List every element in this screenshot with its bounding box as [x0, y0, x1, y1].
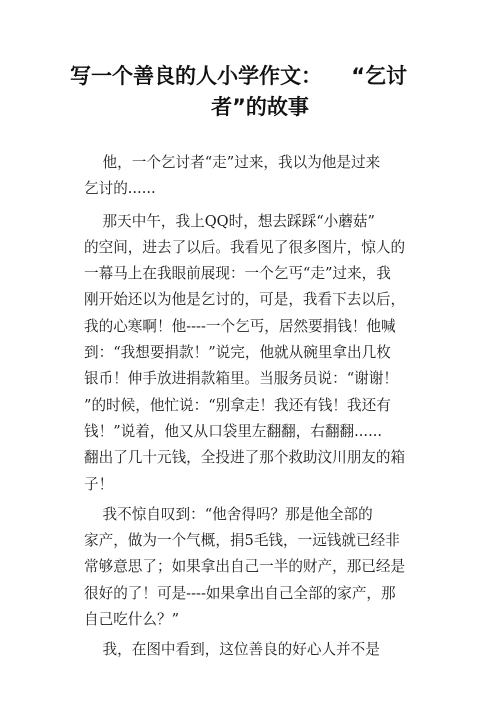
- paragraph-line: 常够意思了；如果拿出自己一半的财产，那已经是: [84, 558, 406, 576]
- paragraph-line: 刚开始还以为他是乞讨的，可是，我看下去以后，: [84, 291, 406, 309]
- paragraph-line: 银币！伸手放进捐款箱里。当服务员说：“谢谢！: [84, 370, 398, 388]
- paragraph-2: [84, 209, 424, 498]
- paragraph-line: 钱！”说着，他又从口袋里左翻翻，右翻翻......: [84, 422, 382, 440]
- paragraph-1: [84, 150, 424, 203]
- paragraph-line: 一幕马上在我眼前展现：一个乞丐“走”过来，我: [84, 265, 391, 283]
- paragraph-3: [84, 502, 424, 633]
- paragraph-line: 我的心寒啊！他----一个乞丐，居然要捐钱！他喊: [84, 317, 396, 335]
- paragraph-line: 翻出了几十元钱，全投进了那个救助汶川朋友的箱: [84, 449, 406, 467]
- paragraph-line: 的空间，进去了以后。我看见了很多图片，惊人的: [84, 238, 406, 256]
- paragraph-line: 乞讨的......: [84, 180, 156, 198]
- paragraph-line: 那天中午，我上QQ时，想去踩踩“小蘑菇”: [84, 212, 375, 230]
- paragraph-line: ”的时候，他忙说：“别拿走！我还有钱！我还有: [84, 396, 391, 414]
- paragraph-line: 他，一个乞讨者“走”过来，我以为他是过来: [84, 154, 381, 171]
- article-body: [84, 150, 424, 664]
- paragraph-line: 家产，做为一个气概，捐5毛钱，一远钱就已经非: [84, 532, 400, 550]
- document-title-line-1: 写一个善良的人小学作文： “乞讨: [70, 64, 408, 88]
- paragraph-4: [84, 637, 424, 663]
- paragraph-line: 我，在图中看到，这位善良的好心人并不是: [84, 641, 380, 659]
- paragraph-line: 自己吃什么？”: [84, 611, 180, 629]
- paragraph-line: 到：“我想要捐款！”说完，他就从碗里拿出几枚: [84, 344, 391, 362]
- paragraph-line: 子！: [84, 475, 114, 493]
- document-title-line-2: 者”的故事: [211, 95, 309, 119]
- paragraph-line: 很好的了！可是----如果拿出自己全部的家产，那: [84, 584, 396, 602]
- paragraph-line: 我不惊自叹到：“他舍得吗？那是他全部的: [84, 505, 373, 523]
